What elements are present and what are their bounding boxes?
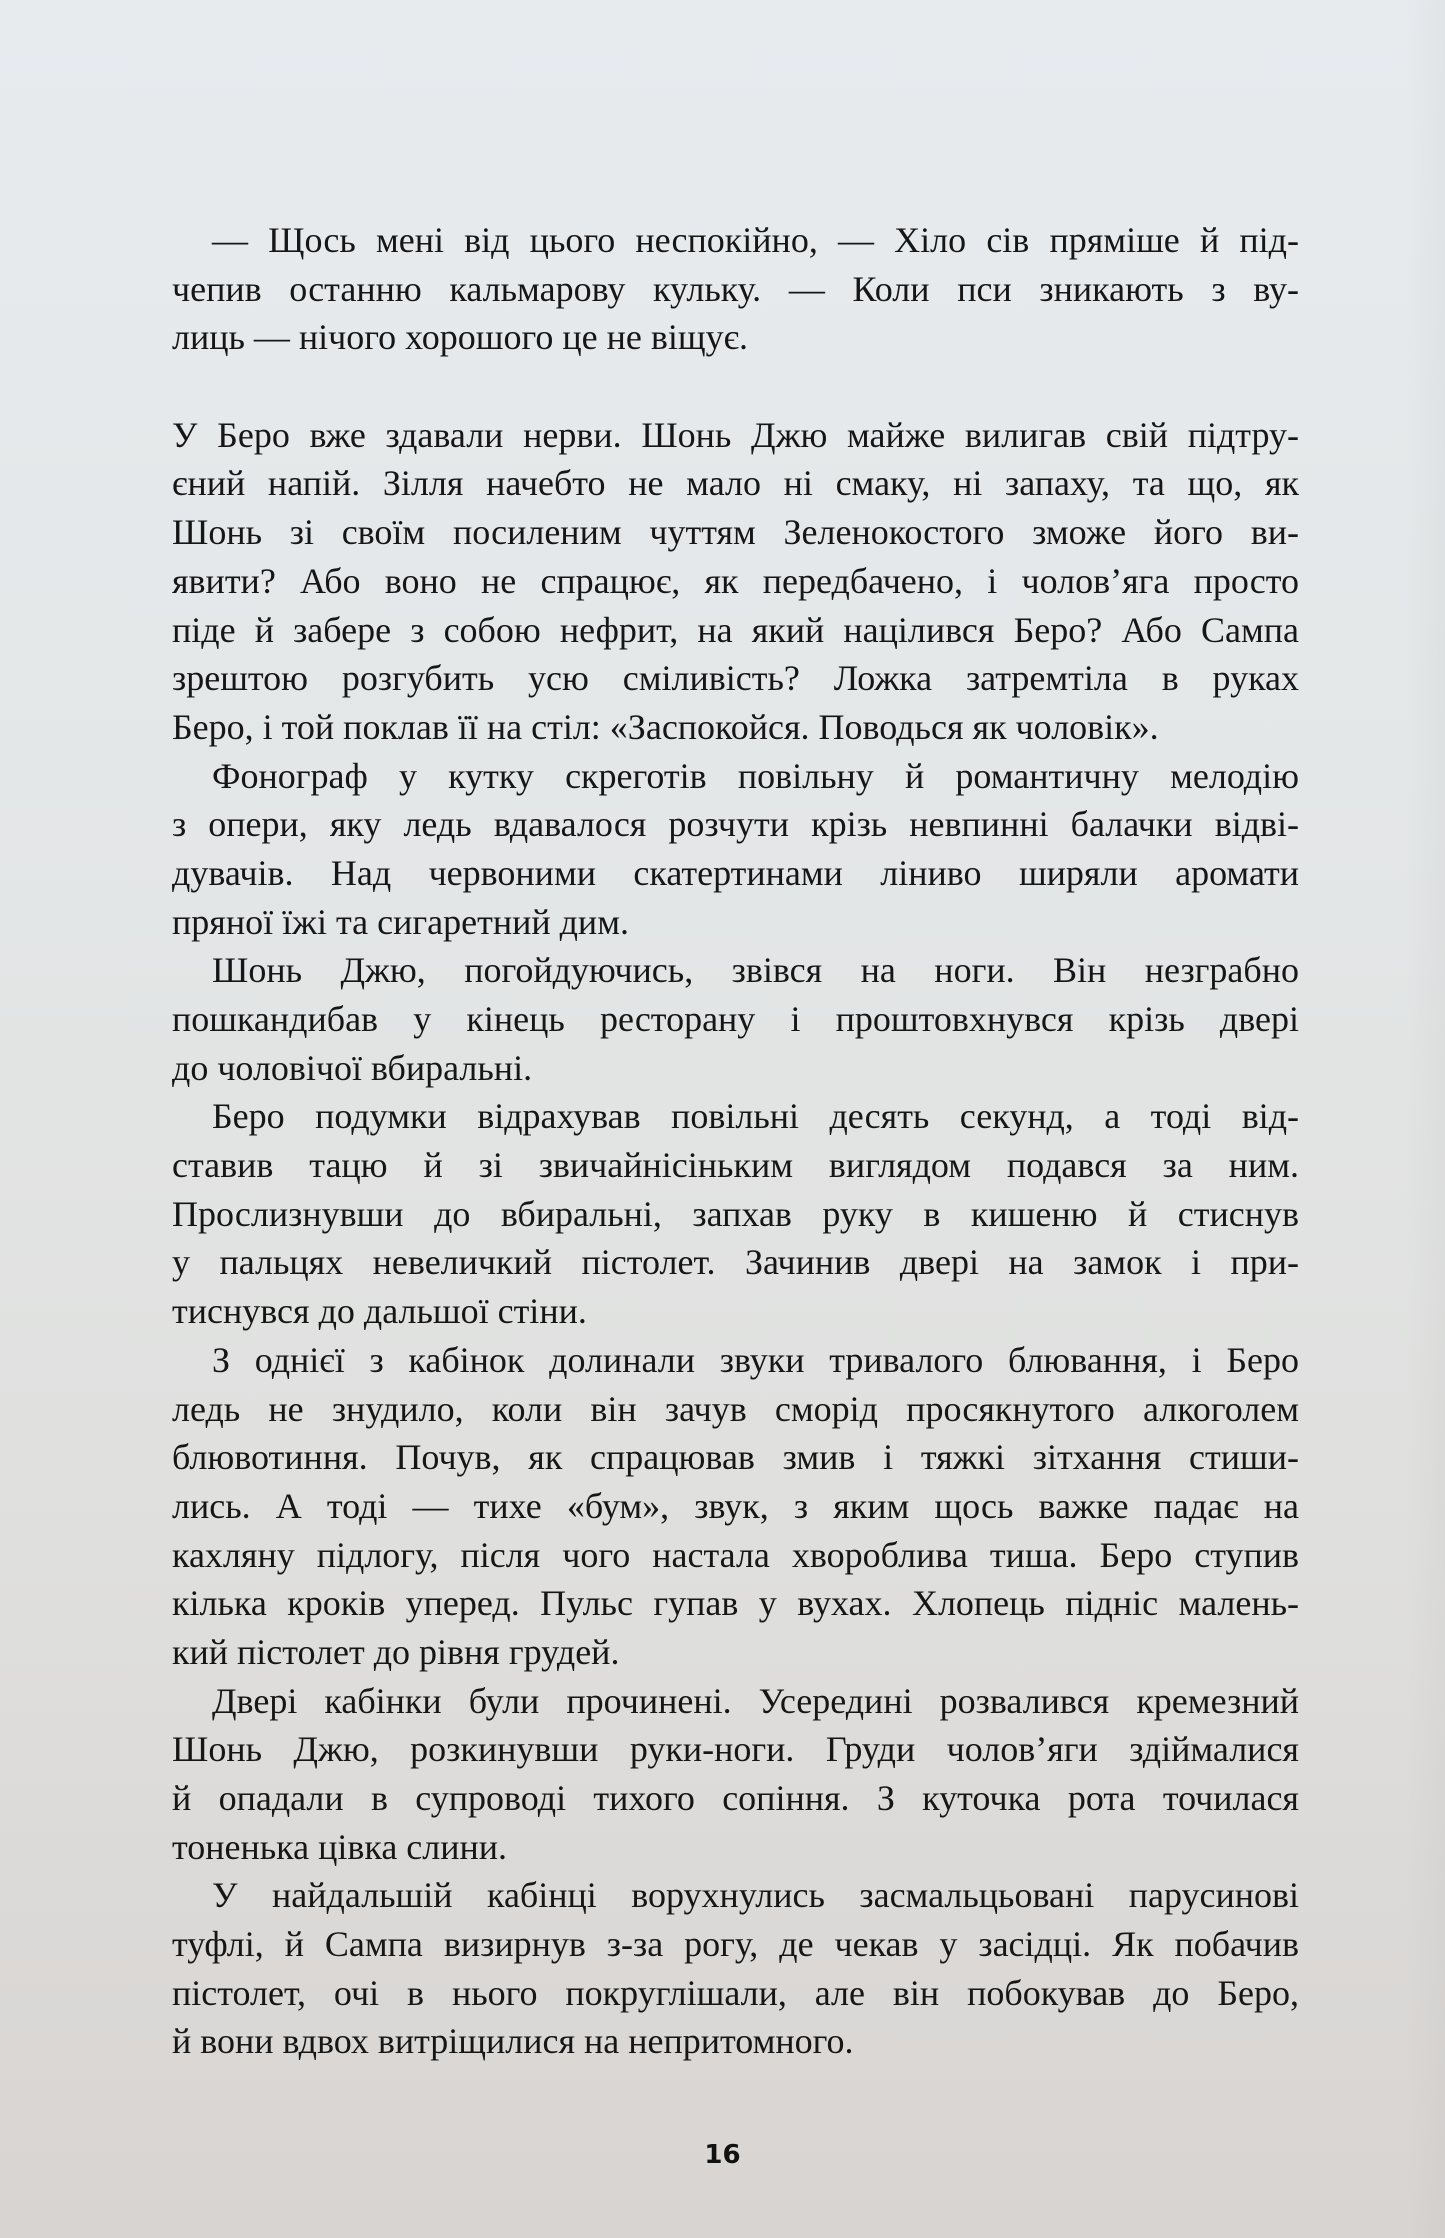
text-line: з опери, яку ледь вдавалося розчути крізь невпинні балачки відві- [172,804,1299,845]
text-line: ледь не знудило, коли він зачув сморід просякнутого алкоголем [172,1388,1299,1429]
text-line: Фонограф у кутку скреготів повільну й романтичну мелодію [212,755,1299,796]
text-line: пошкандибав у кінець ресторану і проштовхнувся крізь двері [172,999,1299,1039]
text-line: блювотиння. Почув, як спрацював змив і тяжкі зітхання стиши- [172,1437,1299,1478]
paragraph [172,1092,1299,1335]
text-line: Шонь Джю, розкинувши руки-ноги. Груди чолов’яги здіймалися [172,1729,1299,1770]
page-edge-shade [1405,0,1445,2238]
text-line: лиць — нічого хорошого це не віщує. [172,317,749,358]
paragraph [172,752,1299,947]
text-line: У найдальшій кабінці ворухнулись засмальцьовані парусинові [212,1875,1299,1916]
paragraph [172,1871,1299,2066]
text-line: туфлі, й Сампа визирнув з-за рогу, де чекав у засідці. Як побачив [172,1924,1299,1965]
paragraph [172,1677,1299,1872]
text-line: ставив тацю й зі звичайнісіньким виглядом подався за ним. [172,1145,1299,1186]
text-line: пістолет, очі в нього покруглішали, але він побокував до Беро, [172,1972,1299,2013]
text-line: кілька кроків уперед. Пульс гупав у вухах. Хлопець підніс малень- [172,1583,1299,1624]
text-line: зрештою розгубить усю сміливість? Ложка затремтіла в руках [172,658,1299,699]
text-line: У Беро вже здавали нерви. Шонь Джю майже вилигав свій підтру- [172,414,1299,455]
text-line: тиснувся до дальшої стіни. [172,1291,587,1332]
text-line: тоненька цівка слини. [172,1826,508,1867]
page-number: 16 [704,2140,741,2170]
paragraph [172,1336,1299,1677]
text-line: й вони вдвох витріщилися на непритомного. [172,2021,854,2062]
text-line: лись. А тоді — тихе «бум», звук, з яким щось важке падає на [172,1485,1299,1526]
text-line: до чоловічої вбиральні. [172,1047,533,1088]
paragraph-spacer [172,362,1299,411]
text-line: З однієї з кабінок долинали звуки тривалого блювання, і Беро [212,1339,1299,1380]
text-line: дувачів. Над червоними скатертинами ліниво ширяли аромати [172,852,1299,893]
text-line: Беро подумки відрахував повільні десять секунд, а тоді від- [212,1096,1299,1137]
text-line: — Щось мені від цього неспокійно, — Хіло сів пряміше й під- [212,220,1299,260]
text-line: й опадали в супроводі тихого сопіння. З куточка рота точилася [172,1778,1299,1818]
text-line: Двері кабінки були прочинені. Усередині розвалився кремезний [212,1680,1299,1721]
text-line: кий пістолет до рівня грудей. [172,1631,620,1672]
text-line: Беро, і той поклав її на стіл: «Заспокойся. Поводься як чоловік». [172,706,1159,747]
text-line: Шонь Джю, погойдуючись, звівся на ноги. Він незграбно [212,950,1299,991]
text-line: явити? Або воно не спрацює, як передбачено, і чолов’яга просто [172,560,1299,601]
paragraph [172,216,1299,362]
text-line: у пальцях невеличкий пістолет. Зачинив двері на замок і при- [172,1242,1299,1283]
text-line: Шонь зі своїм посиленим чуттям Зеленокостого зможе його ви- [172,512,1299,553]
text-line: єний напій. Зілля начебто не мало ні смаку, ні запаху, та що, як [172,463,1299,504]
text-line: пряної їжі та сигаретний дим. [172,901,629,942]
paragraph [172,411,1299,752]
paragraph [172,946,1299,1092]
book-page-body [172,216,1299,2066]
text-line: кахляну підлогу, після чого настала хвороблива тиша. Беро ступив [172,1534,1299,1575]
text-line: Прослизнувши до вбиральні, запхав руку в кишеню й стиснув [172,1193,1299,1234]
text-line: чепив останню кальмарову кульку. — Коли пси зникають з ву- [172,268,1299,309]
text-line: піде й забере з собою нефрит, на який націлився Беро? Або Сампа [172,609,1299,650]
